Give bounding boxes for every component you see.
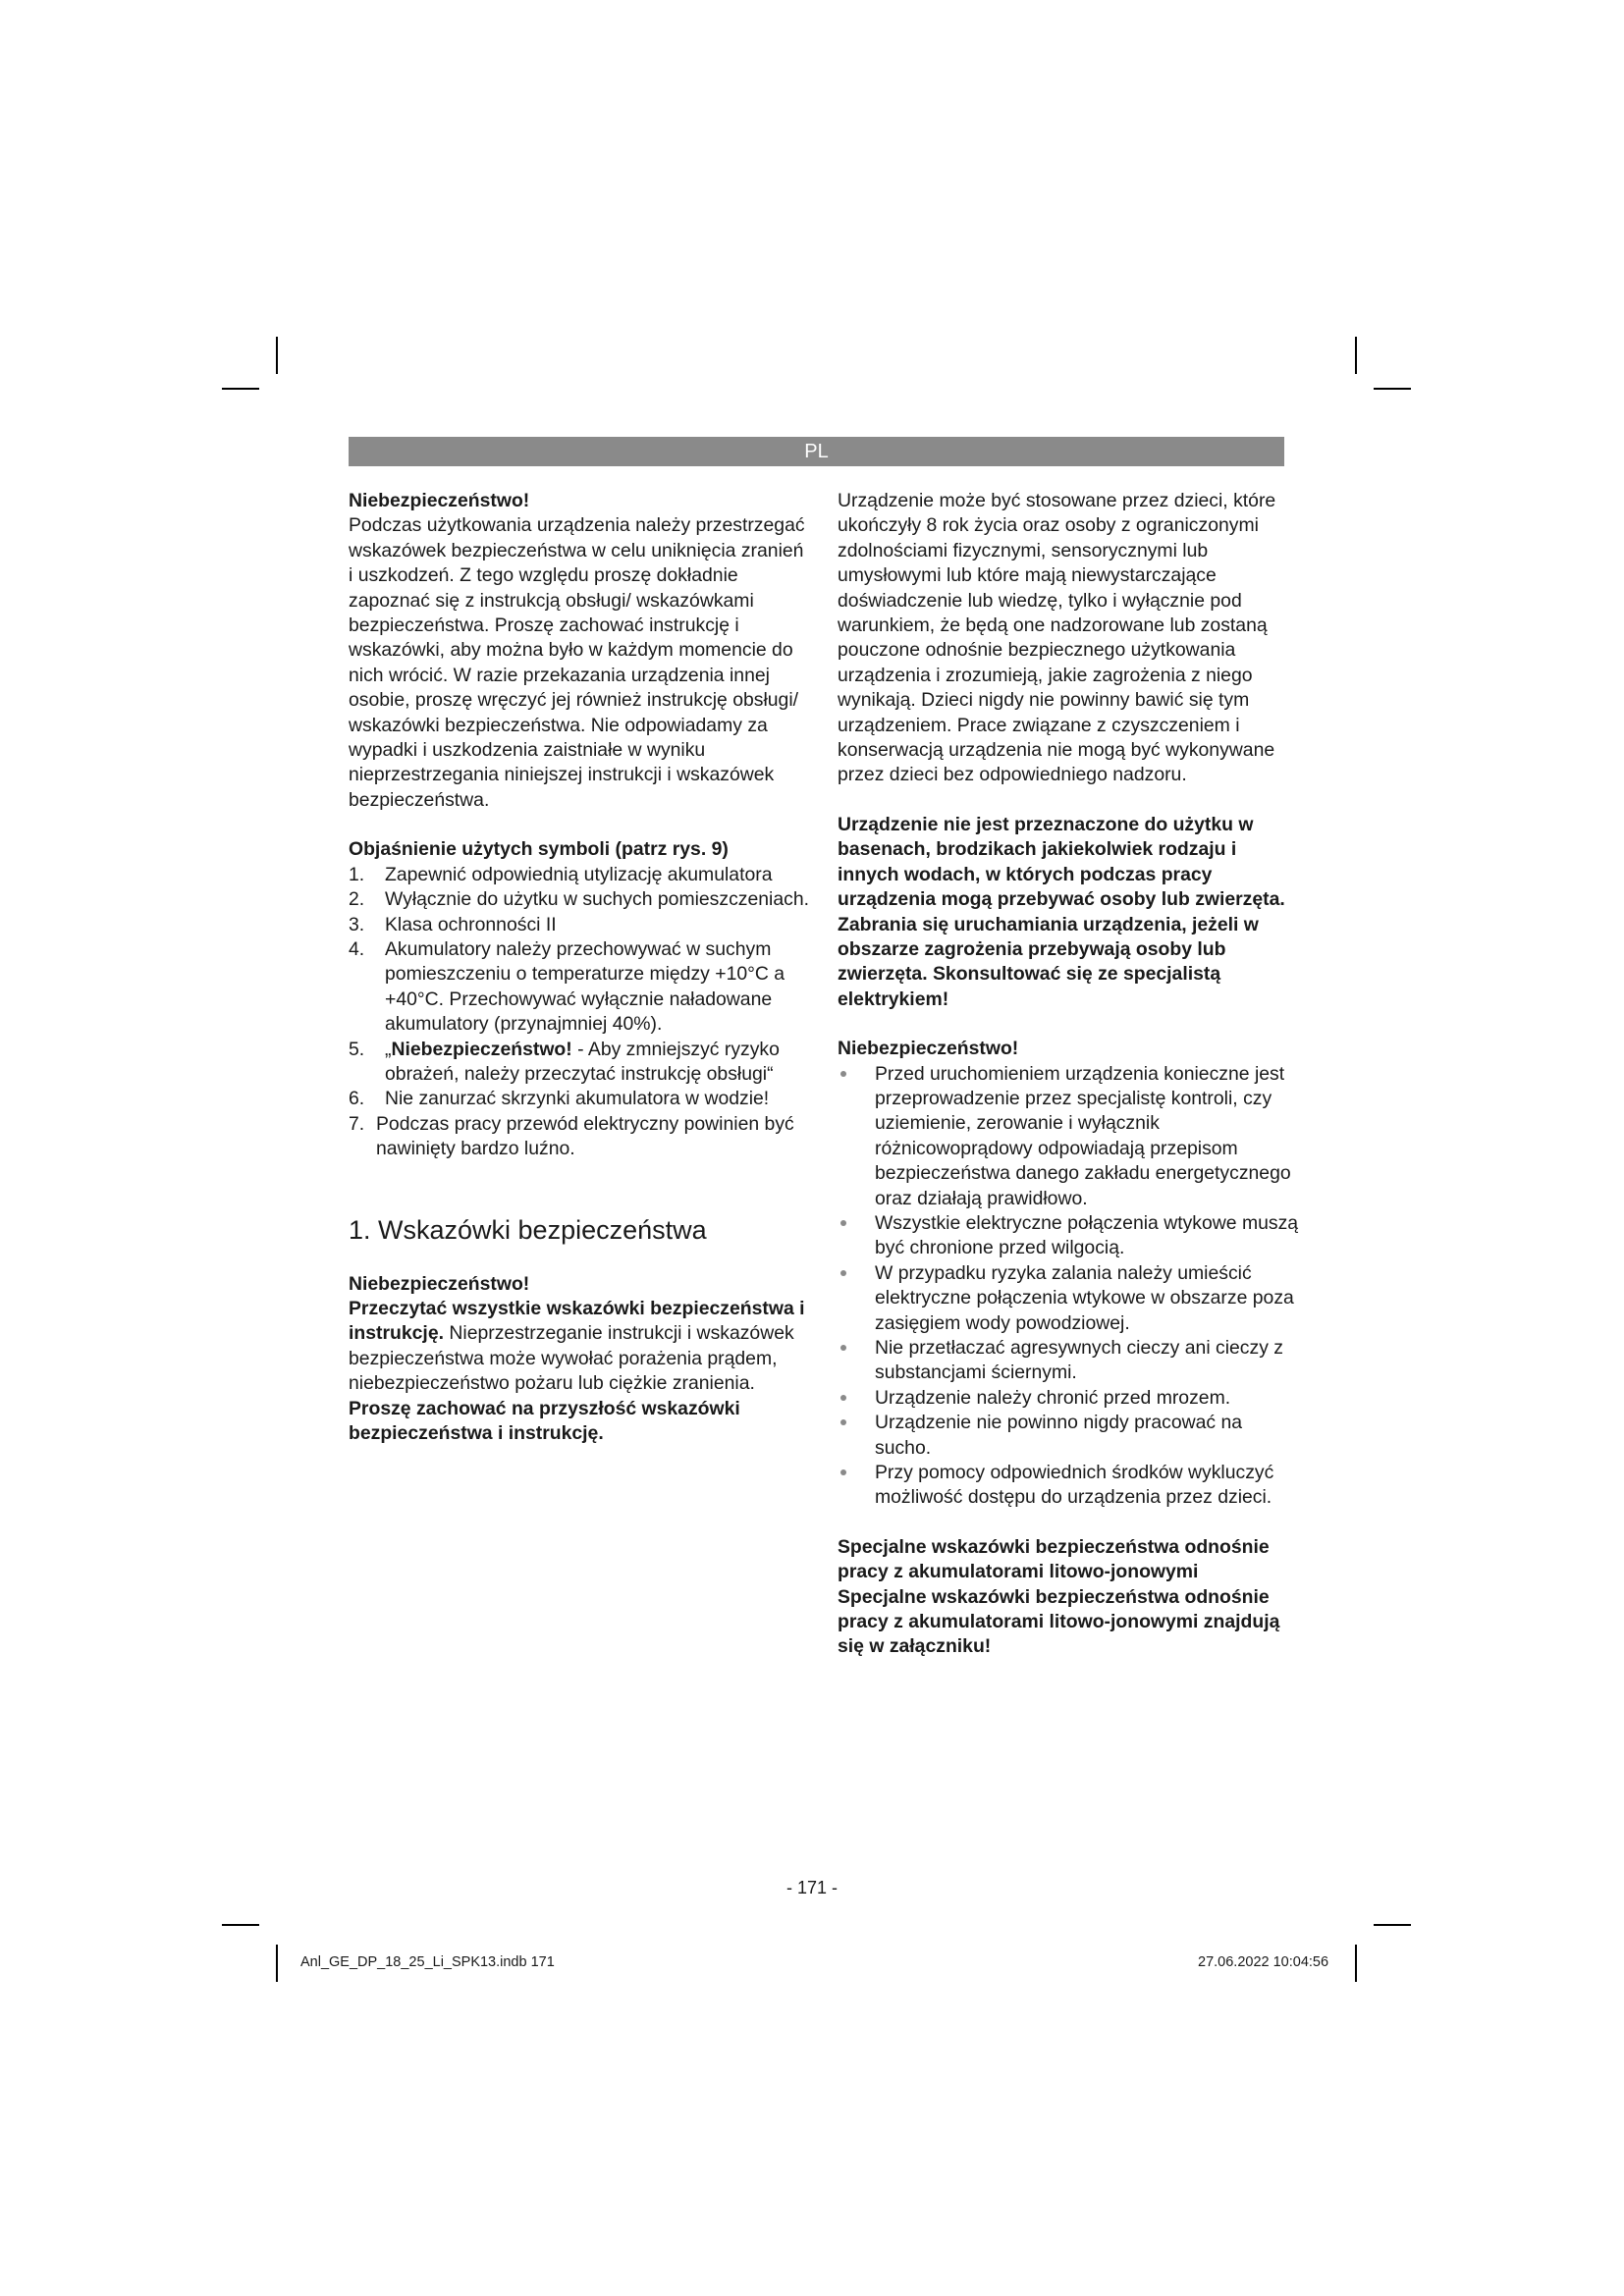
bullet-icon [840,1395,846,1401]
symbol-item-4 [349,937,810,1038]
symbol-number: 3. [349,913,365,935]
symbol-item-5 [349,1038,810,1088]
language-bar: PL [349,437,1284,466]
crop-mark-bottom-left-vertical [276,1945,278,1982]
bullet-text: Wszystkie elektryczne połączenia wtykowe muszą być chronione przed wilgocią. [875,1211,1299,1259]
bullet-item [838,1336,1299,1386]
symbol-text: Nie zanurzać skrzynki akumulatora w wodzie! [385,1088,770,1110]
liion-paragraph: Specjalne wskazówki bezpieczeństwa odnośnie pracy z akumulatorami litowo-jonowymi znajdują się w załączniku! [838,1585,1280,1658]
footer-timestamp: 27.06.2022 10:04:56 [1198,1954,1329,1970]
crop-mark-bottom-right-vertical [1355,1945,1357,1982]
safety-bullet-list [838,1062,1299,1511]
symbol-text: Zapewnić odpowiednią utylizację akumulatora [385,863,773,885]
symbol-text: Akumulatory należy przechowywać w suchym pomieszczeniu o temperaturze między +10°C a +40°C. Przechowywać wyłącznie naładowane akumulatory (przynajmniej 40%). [385,937,785,1036]
bullet-text: Przed uruchomieniem urządzenia konieczne jest przeprowadzenie przez specjalistę kontroli, czy uziemienie, zerowanie i wyłącznik różnicowoprądowy odpowiadają przepisom bezpieczeństwa danego zakładu energetycznego oraz działają prawidłowo. [875,1062,1291,1209]
bullet-icon [840,1345,846,1351]
symbol-warning-bold: Niebezpieczeństwo! [391,1038,572,1060]
crop-mark-top-right-vertical [1355,337,1357,374]
liion-title: Specjalne wskazówki bezpieczeństwa odnośnie pracy z akumulatorami litowo-jonowymi [838,1535,1270,1583]
symbol-item-1 [349,863,810,887]
keep-instructions-bold: Proszę zachować na przyszłość wskazówki bezpieczeństwa i instrukcję. [349,1397,740,1444]
symbol-number: 6. [349,1088,365,1110]
symbol-number: 1. [349,863,365,885]
warning-title: Niebezpieczeństwo! [349,490,530,511]
read-instructions-text: Nieprzestrzeganie instrukcji i wskazówek bezpieczeństwa może wywołać porażenia prądem, niebezpieczeństwo pożaru lub ciężkie zranienia. [349,1322,794,1395]
crop-mark-top-right-horizontal [1374,388,1411,390]
bullet-text: W przypadku ryzyka zalania należy umieścić elektryczne połączenia wtykowe w obszarze poza zasięgiem wody powodziowej. [875,1261,1294,1334]
symbol-quote: „ [385,1038,392,1060]
crop-mark-top-left-horizontal [222,388,259,390]
symbols-list [349,863,810,1162]
symbol-number: 2. [349,888,365,911]
bullet-icon [840,1469,846,1475]
bullet-item [838,1211,1299,1261]
symbol-text: Klasa ochronności II [385,913,557,935]
warning-paragraph: Podczas użytkowania urządzenia należy przestrzegać wskazówek bezpieczeństwa w celu uniknięcia zranień i uszkodzeń. Z tego względu proszę dokładnie zapoznać się z instrukcją obsługi/ wskazówkami bezpieczeństwa. Proszę zachować instrukcję i wskazówki, aby można było w każdym momencie do nich wrócić. W razie przekazania urządzenia innej osobie, proszę wręczyć jej również instrukcję obsługi/ wskazówki bezpieczeństwa. Nie odpowiadamy za wypadki i uszkodzenia zaistniałe w wyniku nieprzestrzegania niniejszej instrukcji i wskazówek bezpieczeństwa. [349,514,805,811]
bullet-icon [840,1220,846,1226]
left-column [349,489,810,1446]
bullet-item [838,1386,1299,1411]
bullet-item [838,1461,1299,1511]
symbol-item-2 [349,887,810,912]
children-paragraph: Urządzenie może być stosowane przez dzieci, które ukończyły 8 rok życia oraz osoby z ograniczonymi zdolnościami fizycznymi, sensorycznymi lub umysłowymi lub które mają niewystarczające doświadczenie lub wiedzę, tylko i wyłącznie pod warunkiem, że będą one nadzorowane lub zostaną pouczone odnośnie bezpiecznego użytkowania urządzenia i zrozumieją, jakie zagrożenia z niego wynikają. Dzieci nigdy nie powinny bawić się tym urządzeniem. Prace związane z czyszczeniem i konserwacją urządzenia nie mogą być wykonywane przez dzieci bez odpowiedniego nadzoru. [838,490,1276,786]
bullet-item [838,1261,1299,1336]
bullet-item [838,1062,1299,1211]
page-number: - 171 - [785,1878,839,1897]
symbol-item-6 [349,1087,810,1111]
symbol-number: 4. [349,937,365,960]
symbol-item-3 [349,913,810,937]
right-column [838,489,1299,1660]
bullet-item [838,1411,1299,1461]
symbol-item-7 [349,1112,810,1162]
bullet-text: Nie przetłaczać agresywnych cieczy ani cieczy z substancjami ściernymi. [875,1337,1283,1384]
footer-file-name: Anl_GE_DP_18_25_Li_SPK13.indb 171 [300,1954,555,1970]
pool-warning-paragraph: Urządzenie nie jest przeznaczone do użytku w basenach, brodzikach jakiekolwiek rodzaju i innych wodach, w których podczas pracy urządzenia mogą przebywać osoby lub zwierzęta. Zabrania się uruchamiania urządzenia, jeżeli w obszarze zagrożenia przebywają osoby lub zwierzęta. Skonsultować się ze specjalistą elektrykiem! [838,813,1285,1010]
symbol-number: 5. [349,1038,365,1060]
crop-mark-bottom-left-horizontal [222,1924,259,1926]
bullet-icon [840,1419,846,1425]
crop-mark-top-left-vertical [276,337,278,374]
symbol-text: Podczas pracy przewód elektryczny powinien być nawinięty bardzo luźno. [376,1112,794,1160]
bullet-icon [840,1270,846,1276]
bullet-text: Przy pomocy odpowiednich środków wykluczyć możliwość dostępu do urządzenia przez dzieci. [875,1462,1274,1509]
section-title: 1. Wskazówki bezpieczeństwa [349,1214,707,1245]
warning-read-paragraph [349,1297,810,1446]
symbol-number: 7. [349,1112,365,1135]
symbol-text: - Aby zmniejszyć ryzyko obrażeń, należy przeczytać instrukcję obsługi“ [385,1038,780,1085]
bullet-icon [840,1071,846,1077]
symbol-text: Wyłącznie do użytku w suchych pomieszczeniach. [385,888,809,911]
warning-title: Niebezpieczeństwo! [349,1272,530,1295]
bullet-text: Urządzenie nie powinno nigdy pracować na sucho. [875,1412,1243,1459]
warning-title: Niebezpieczeństwo! [838,1038,1019,1060]
crop-mark-bottom-right-horizontal [1374,1924,1411,1926]
symbols-title: Objaśnienie użytych symboli (patrz rys. 9) [349,838,729,861]
read-instructions-bold: Przeczytać wszystkie wskazówki bezpieczeństwa i instrukcję. [349,1297,805,1345]
bullet-text: Urządzenie należy chronić przed mrozem. [875,1386,1231,1409]
